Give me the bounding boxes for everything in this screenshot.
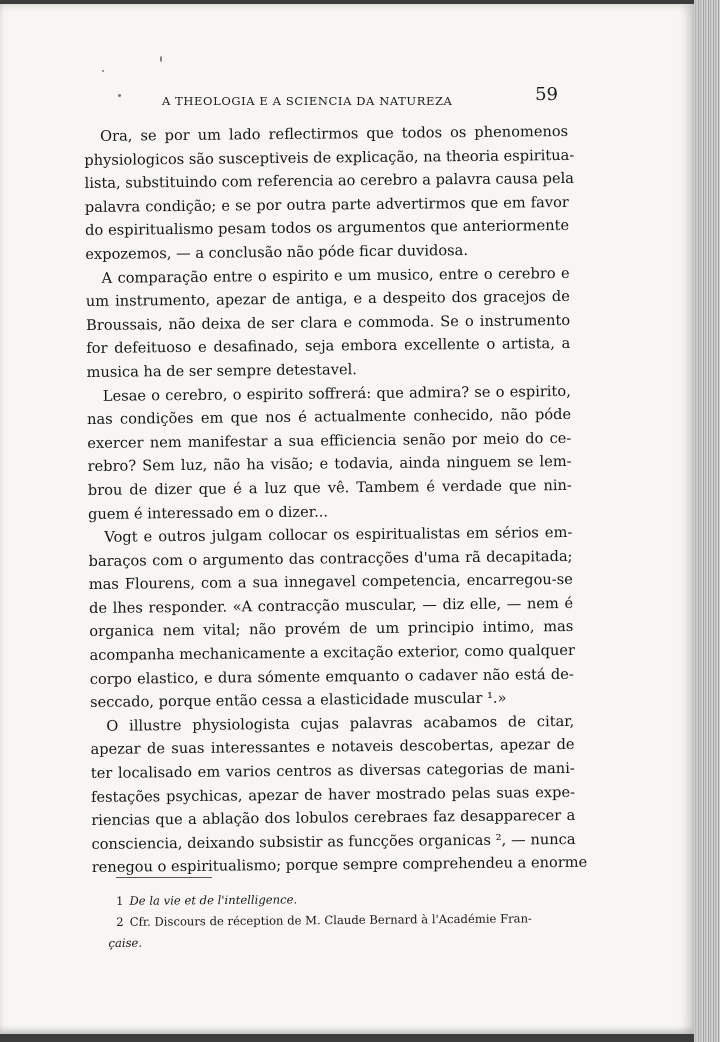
text-line: Broussais, não deixa de ser clara e commoda. Se o instrumento: [86, 311, 571, 334]
text-line: Vogt e outros julgam collocar os espiritualistas em sérios em-: [104, 524, 573, 546]
text-line: O illustre physiologista cujas palavras acabamos de citar,: [106, 712, 575, 735]
text-line: um instrumento, apezar de antiga, e a despeito dos gracejos de: [85, 288, 570, 311]
text-line: exercer nem manifestar a sua efficiencia senão por meio do ce-: [87, 429, 572, 452]
text-line: corpo elastico, e dura sómente emquanto o cadaver não está de-: [89, 665, 574, 688]
text-line: musica ha de ser sempre detestavel.: [86, 361, 357, 381]
text-line: A comparação entre o espirito e um musico, entre o cerebro e: [101, 264, 570, 287]
text-line: de lhes responder. «A contracção muscular, — diz elle, — nem é: [88, 594, 574, 617]
text-line: expozemos, — a conclusão não póde ficar duvidosa.: [85, 241, 469, 263]
text-line: riencias que a ablação dos lobulos cerebraes faz desapparecer a: [91, 807, 576, 830]
text-line: Ora, se por um lado reflectirmos que todos os phenomenos: [100, 122, 569, 145]
text-line: brou de dizer que é a luz que vê. Tambem é verdade que nin-: [87, 476, 572, 499]
footnotes: [108, 887, 569, 954]
text-line: nas condições em que nos é actualmente conhecido, não póde: [86, 406, 572, 429]
text-line: baraços com o argumento das contracções d'uma rã decapitada;: [88, 547, 573, 570]
text-line: lista, substituindo com referencia ao cerebro a palavra causa pela: [84, 170, 575, 193]
body-text: [84, 120, 588, 880]
text-line: physiologicos são susceptiveis de explicação, na theoria espiritua-: [84, 146, 575, 169]
text-line: consciencia, deixando subsistir as funcções organicas ², — nunca: [91, 830, 576, 853]
text-line: Lesae o cerebro, o espirito soffrerá: que admira? se o espirito,: [102, 382, 571, 405]
text-line: apezar de suas interessantes e notaveis descobertas, apezar de: [90, 736, 575, 759]
footnote-2: [116, 908, 568, 933]
text-line: rebro? Sem luz, não ha visão; e todavia, ainda ninguem se lem-: [87, 453, 572, 476]
footnote-marker: 2: [116, 914, 124, 929]
footnote-divider: [116, 877, 212, 878]
text-line: guem é interessado em o dizer...: [87, 502, 329, 523]
running-title: A THEOLOGIA E A SCIENCIA DA NATUREZA: [162, 94, 453, 108]
footnote-marker: 1: [116, 893, 124, 908]
ink-speck: [160, 56, 162, 62]
text-line: for defeituoso e desafinado, seja embora excellente o artista, a: [86, 335, 571, 358]
text-line: festações psychicas, apezar de haver mostrado pelas suas expe-: [90, 783, 576, 806]
text-line: acompanha mechanicamente a excitação exterior, como qualquer: [89, 641, 576, 665]
footnote-text: De la vie et de l'intelligence.: [129, 892, 298, 908]
ink-speck: [118, 94, 121, 97]
page-number: 59: [535, 84, 558, 105]
text-line: organica nem vital; não provém de um principio intimo, mas: [89, 618, 574, 641]
page-header: [100, 84, 570, 114]
footnote-text-continuation: çaise.: [108, 935, 143, 951]
page-edges: [694, 0, 720, 1042]
text-line: palavra condição; e se por outra parte advertirmos que em favor: [84, 193, 569, 216]
text-line: renegou o espiritualismo; porque sempre comprehendeu a enorme: [91, 854, 588, 877]
ink-speck: [102, 70, 104, 72]
page-sheet: [0, 4, 694, 1034]
text-line: seccado, porque então cessa a elasticidade muscular ¹.»: [89, 689, 507, 712]
text-line: mas Flourens, com a sua innegavel competencia, encarregou-se: [88, 571, 573, 594]
footnote-2-continuation: [108, 929, 568, 954]
footnote-text: Cfr. Discours de réception de M. Claude Bernard à l'Académie Fran-: [129, 911, 533, 929]
text-line: do espiritualismo pesam todos os argumentos que anteriormente: [85, 217, 570, 240]
text-line: ter localisado em varios centros as diversas categorias de mani-: [90, 759, 575, 782]
